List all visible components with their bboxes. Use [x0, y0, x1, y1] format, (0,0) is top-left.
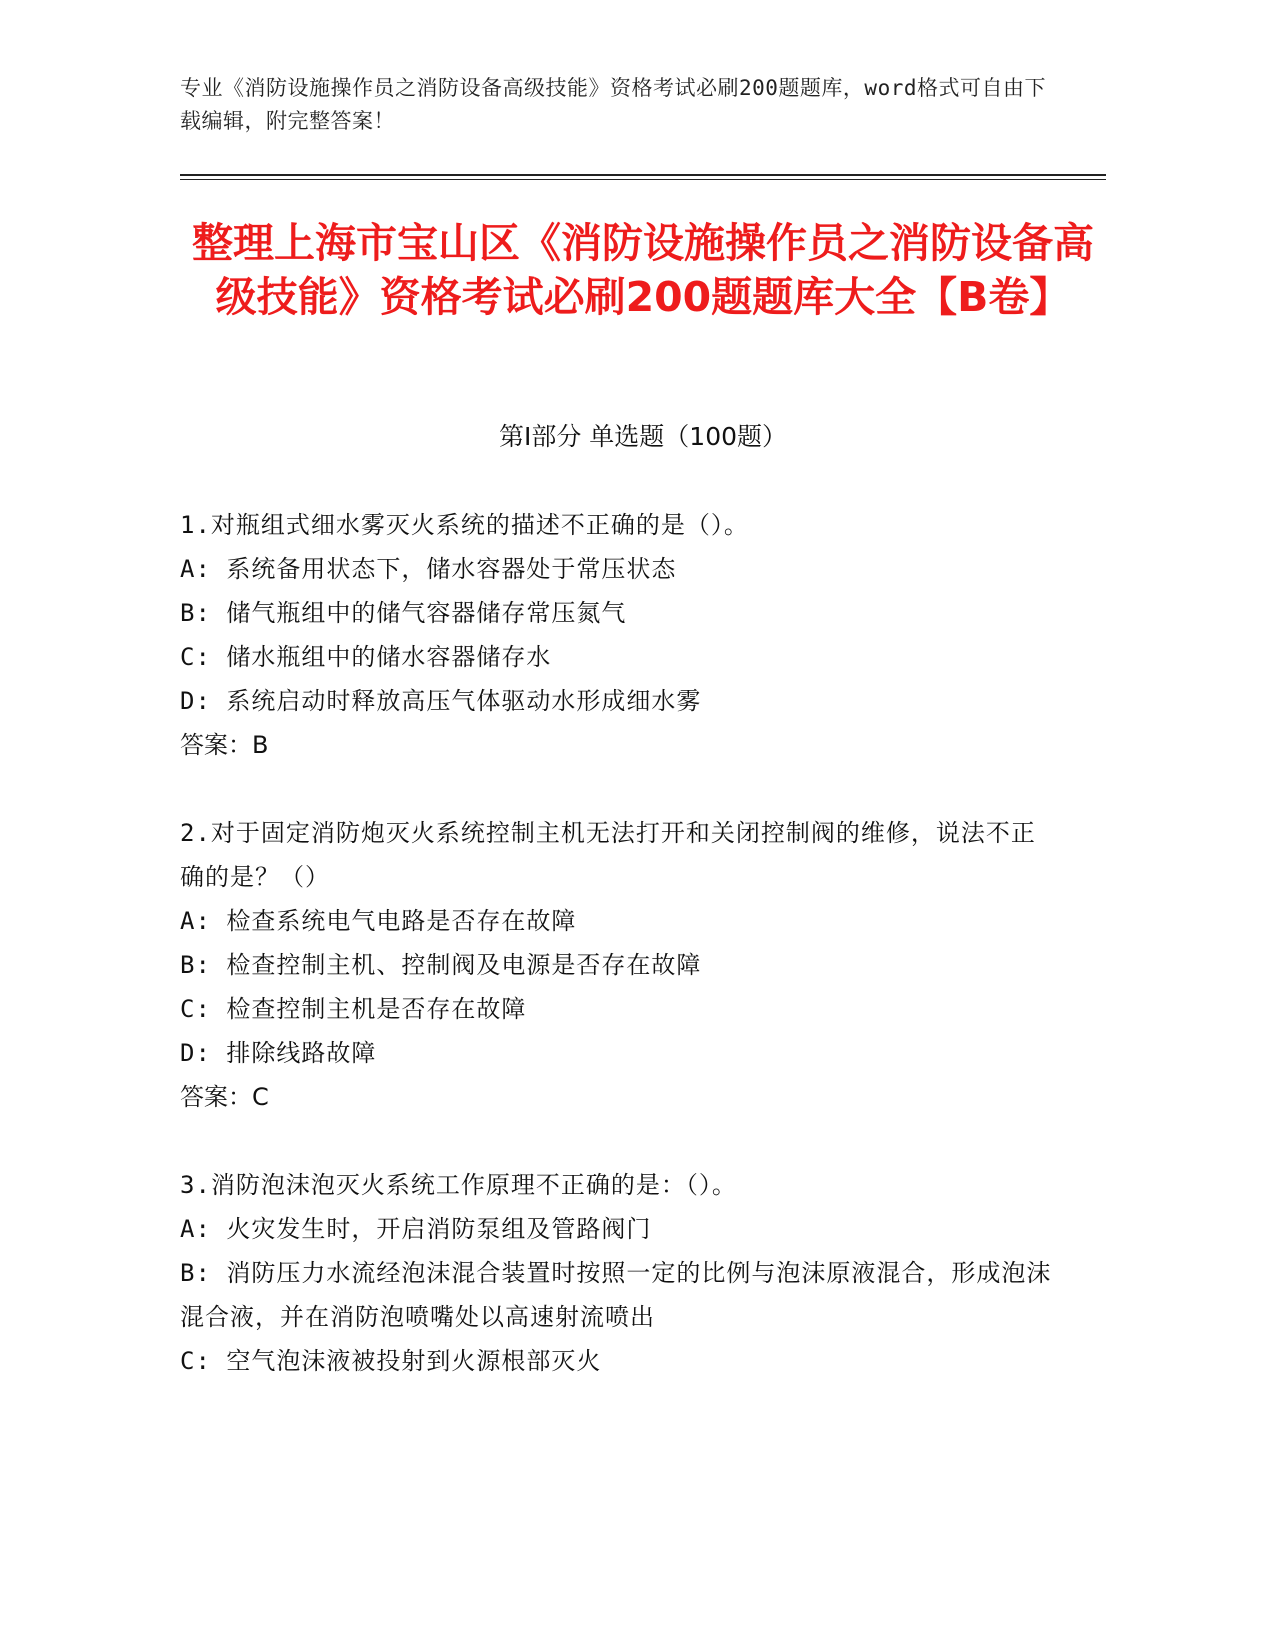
- option-c: C: 空气泡沫液被投射到火源根部灭火: [180, 1347, 602, 1375]
- question-list: [180, 503, 1060, 1427]
- document-title: 整理上海市宝山区《消防设施操作员之消防设备高级技能》资格考试必刷200题题库大全【B卷】: [192, 219, 1094, 321]
- section-heading: 第Ⅰ部分 单选题（100题）: [498, 422, 788, 451]
- question-stem: 1.对瓶组式细水雾灭火系统的描述不正确的是（）。: [180, 511, 749, 539]
- option-a: A: 检查系统电气电路是否存在故障: [180, 907, 577, 935]
- option-d: D: 系统启动时释放高压气体驱动水形成细水雾: [180, 687, 702, 715]
- option-c: C: 检查控制主机是否存在故障: [180, 995, 527, 1023]
- option-b: B: 储气瓶组中的储气容器储存常压氮气: [180, 599, 627, 627]
- header-divider-thin: [180, 179, 1106, 180]
- answer: 答案：B: [180, 731, 269, 759]
- header-note: 专业《消防设施操作员之消防设备高级技能》资格考试必刷200题题库，word格式可自由下载编辑，附完整答案！: [180, 76, 1046, 133]
- option-b: B: 消防压力水流经泡沫混合装置时按照一定的比例与泡沫原液混合，形成泡沫混合液，并在消防泡喷嘴处以高速射流喷出: [180, 1259, 1052, 1331]
- question-1: [180, 503, 1060, 767]
- option-c: C: 储水瓶组中的储水容器储存水: [180, 643, 552, 671]
- question-2: [180, 811, 1060, 1119]
- header-divider-thick: [180, 174, 1106, 176]
- answer: 答案：C: [180, 1083, 269, 1111]
- option-d: D: 排除线路故障: [180, 1039, 377, 1067]
- question-stem: 3.消防泡沫泡灭火系统工作原理不正确的是：（）。: [180, 1171, 737, 1199]
- option-a: A: 系统备用状态下，储水容器处于常压状态: [180, 555, 677, 583]
- option-b: B: 检查控制主机、控制阀及电源是否存在故障: [180, 951, 702, 979]
- question-3: [180, 1163, 1060, 1383]
- option-a: A: 火灾发生时，开启消防泵组及管路阀门: [180, 1215, 652, 1243]
- question-stem: 2.对于固定消防炮灭火系统控制主机无法打开和关闭控制阀的维修，说法不正确的是？（）: [180, 819, 1036, 891]
